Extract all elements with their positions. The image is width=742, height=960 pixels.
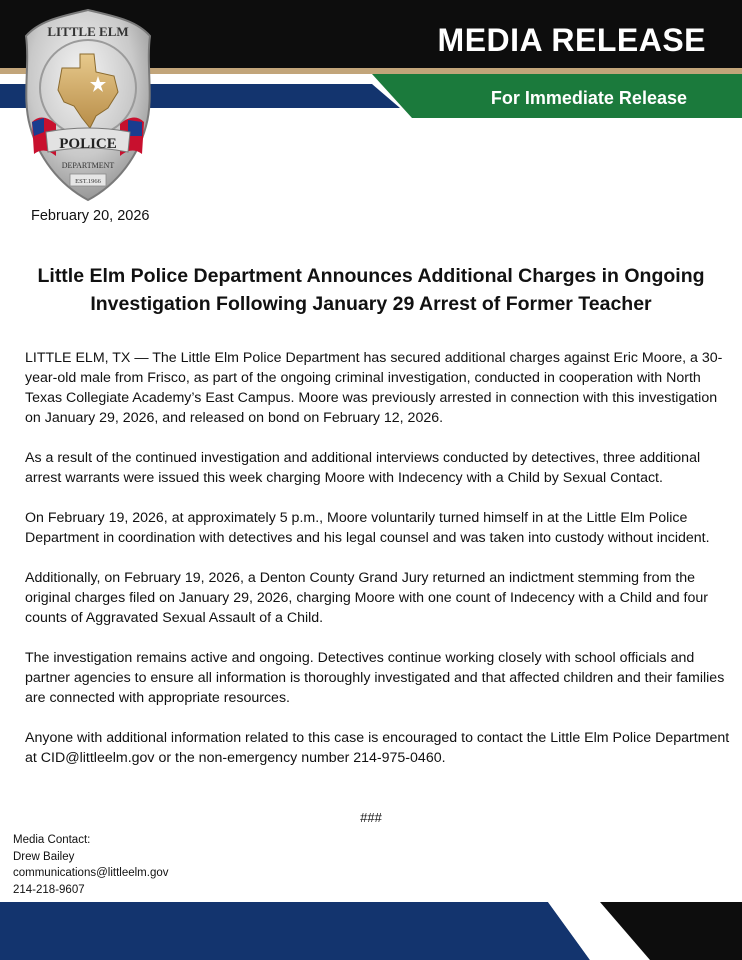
paragraph-indictment: Additionally, on February 19, 2026, a Denton County Grand Jury returned an indictment stemming from the original charges filed on January 29, 2026, charging Moore with one count of Indecency with a Child and four counts of Aggravated Sexual Assault of a Child.	[25, 570, 708, 626]
media-contact	[13, 832, 168, 898]
headline-line-2: Investigation Following January 29 Arrest of Former Teacher	[90, 293, 652, 315]
paragraph-custody: On February 19, 2026, at approximately 5 p.m., Moore voluntarily turned himself in at the Little Elm Police Department in coordination with detectives and his legal counsel and was taken into custody without incident.	[25, 510, 710, 546]
svg-text:LITTLE ELM: LITTLE ELM	[47, 24, 129, 39]
paragraph-contact-info: Anyone with additional information related to this case is encouraged to contact the Little Elm Police Department at CID@littleelm.gov or the non-emergency number 214-975-0460.	[25, 730, 730, 766]
end-mark: ###	[360, 810, 382, 825]
footer-banner	[0, 902, 742, 960]
release-headline	[0, 262, 742, 318]
police-badge-logo	[18, 6, 158, 204]
paragraph-warrants: As a result of the continued investigation and additional interviews conducted by detectives, three additional arrest warrants were issued this week charging Moore with Indecency with a Child by Sexual Contact.	[25, 450, 701, 486]
media-contact-email: communications@littleelm.gov	[13, 867, 169, 879]
media-release-title: MEDIA RELEASE	[437, 22, 706, 58]
footer-graphic	[0, 902, 742, 960]
svg-text:DEPARTMENT: DEPARTMENT	[61, 161, 115, 170]
media-contact-name: Drew Bailey	[13, 850, 75, 863]
immediate-release-label: For Immediate Release	[490, 88, 687, 108]
svg-text:POLICE: POLICE	[59, 136, 117, 152]
media-contact-label: Media Contact:	[13, 834, 91, 846]
headline-line-1: Little Elm Police Department Announces Additional Charges in Ongoing	[37, 265, 705, 287]
media-contact-phone: 214-218-9607	[13, 883, 85, 896]
paragraph-ongoing: The investigation remains active and ongoing. Detectives continue working closely with school officials and partner agencies to ensure all information is thoroughly investigated and that affected children and their families are connected with appropriate resources.	[25, 650, 725, 706]
svg-text:EST.1966: EST.1966	[75, 178, 101, 185]
release-date: February 20, 2026	[31, 208, 150, 224]
release-body	[25, 348, 730, 788]
paragraph-intro: LITTLE ELM, TX — The Little Elm Police Department has secured additional charges against Eric Moore, a 30-year-old male from Frisco, as part of the ongoing criminal investigation, conducted in cooperation with North Texas Collegiate Academy’s East Campus. Moore was previously arrested in connection with this investigation on January 29, 2026, and released on bond on February 12, 2026.	[25, 350, 723, 426]
